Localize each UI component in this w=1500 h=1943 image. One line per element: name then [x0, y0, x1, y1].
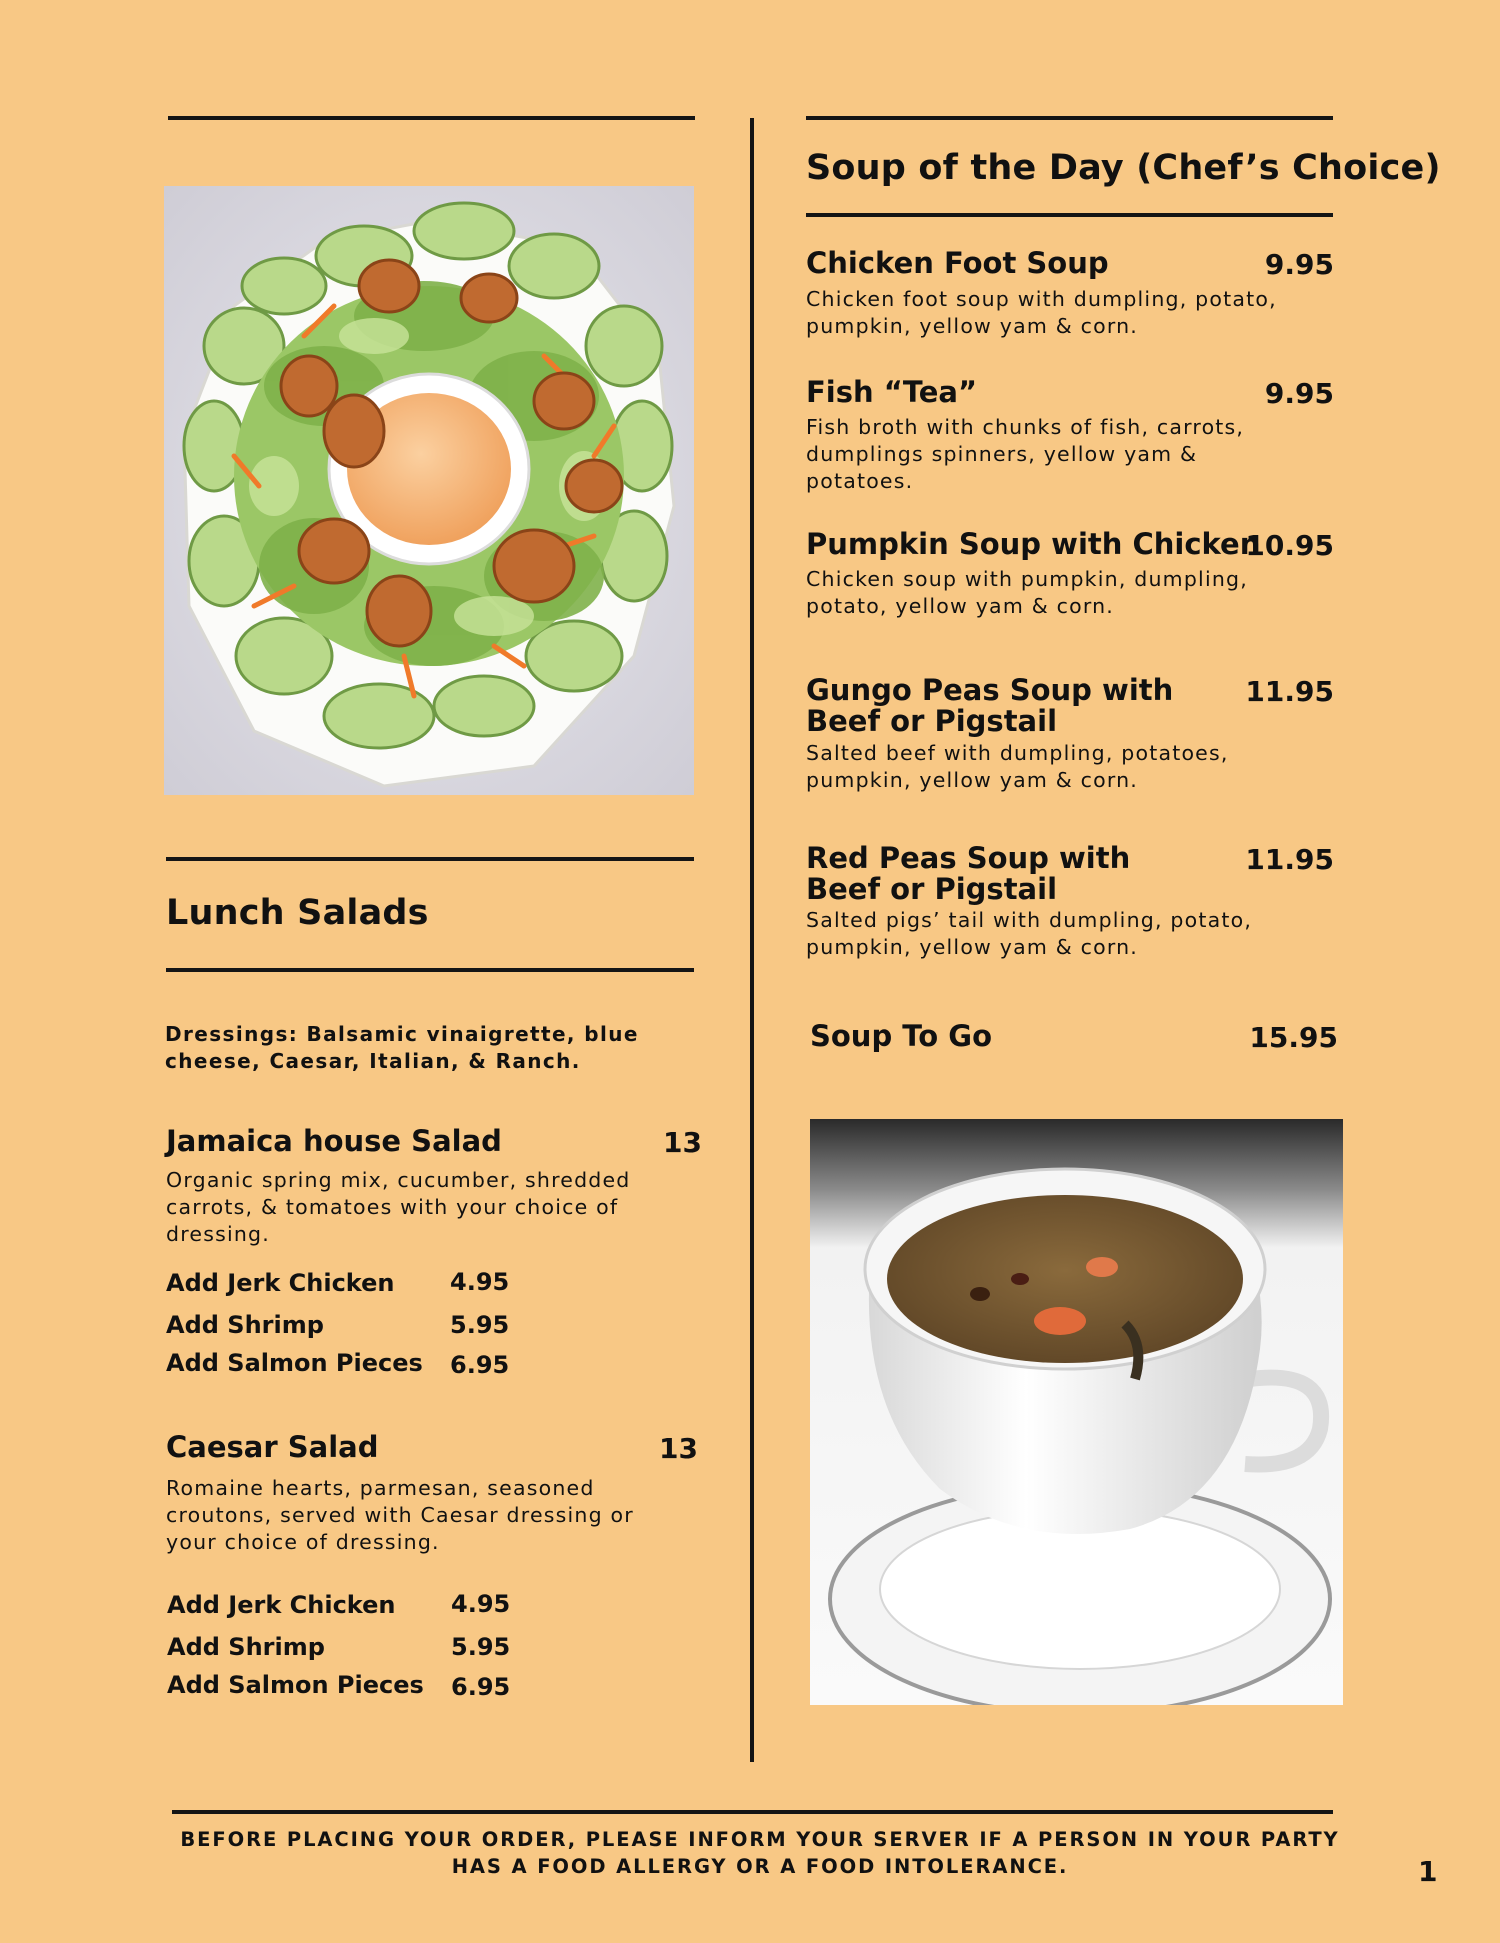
- soups-title-rule: [806, 213, 1333, 217]
- addon-price: 6.95: [450, 1351, 510, 1379]
- menu-item-description: Chicken foot soup with dumpling, potato, pumpkin, yellow yam & corn.: [806, 287, 1277, 338]
- addon-name: Add Shrimp: [166, 1311, 324, 1339]
- menu-item-description: Romaine hearts, parmesan, seasoned croutons, served with Caesar dressing or your choice of dressing.: [166, 1476, 634, 1554]
- addon-name: Add Salmon Pieces: [166, 1349, 423, 1377]
- addon-name: Add Salmon Pieces: [167, 1671, 424, 1699]
- salads-title-bottom-rule: [166, 968, 694, 972]
- menu-item-description: Salted pigs’ tail with dumpling, potato, pumpkin, yellow yam & corn.: [806, 908, 1253, 959]
- addon-price: 6.95: [451, 1673, 511, 1701]
- menu-item-price: 13: [659, 1432, 698, 1465]
- menu-item-name: Red Peas Soup with Beef or Pigstail: [806, 841, 1131, 906]
- addon-name: Add Jerk Chicken: [167, 1591, 396, 1619]
- addon-price: 4.95: [450, 1268, 510, 1296]
- menu-item-name: Jamaica house Salad: [166, 1124, 502, 1158]
- addon-price: 5.95: [450, 1311, 510, 1339]
- left-top-rule: [168, 116, 695, 120]
- soups-title: Soup of the Day (Chef’s Choice): [806, 148, 1441, 188]
- soup-photo: [810, 1119, 1343, 1705]
- menu-item-price: 11.95: [1245, 843, 1334, 876]
- menu-item-price: 13: [663, 1126, 702, 1159]
- menu-item-price: 9.95: [1264, 248, 1334, 281]
- soup-to-go-price: 15.95: [1249, 1021, 1338, 1054]
- salads-title: Lunch Salads: [166, 893, 429, 933]
- column-divider: [750, 118, 754, 1762]
- dressings-note: Dressings: Balsamic vinaigrette, blue cheese, Caesar, Italian, & Ranch.: [165, 1022, 639, 1073]
- menu-item-price: 9.95: [1264, 377, 1334, 410]
- salad-photo: [164, 186, 694, 795]
- allergy-notice: BEFORE PLACING YOUR ORDER, PLEASE INFORM YOUR SERVER IF A PERSON IN YOUR PARTY HAS A FOOD ALLERGY OR A FOOD INTOLERANCE.: [180, 1828, 1340, 1878]
- menu-item-description: Chicken soup with pumpkin, dumpling, potato, yellow yam & corn.: [806, 567, 1248, 618]
- menu-item-name: Chicken Foot Soup: [806, 246, 1109, 280]
- menu-item-name: Gungo Peas Soup with Beef or Pigstail: [806, 673, 1174, 738]
- footer-rule: [172, 1810, 1333, 1814]
- addon-name: Add Shrimp: [167, 1633, 325, 1661]
- menu-item-price: 11.95: [1245, 675, 1334, 708]
- salads-title-top-rule: [166, 857, 694, 861]
- menu-item-name: Pumpkin Soup with Chicken: [806, 527, 1261, 561]
- menu-item-description: Fish broth with chunks of fish, carrots, dumplings spinners, yellow yam & potatoes.: [806, 415, 1245, 493]
- addon-price: 5.95: [451, 1633, 511, 1661]
- menu-item-name: Caesar Salad: [166, 1430, 379, 1464]
- menu-item-description: Salted beef with dumpling, potatoes, pumpkin, yellow yam & corn.: [806, 741, 1229, 792]
- right-top-rule: [806, 116, 1333, 120]
- addon-price: 4.95: [451, 1590, 511, 1618]
- addon-name: Add Jerk Chicken: [166, 1269, 395, 1297]
- menu-item-price: 10.95: [1245, 529, 1334, 562]
- page-number: 1: [1418, 1855, 1438, 1888]
- soup-to-go-name: Soup To Go: [810, 1019, 992, 1053]
- menu-item-description: Organic spring mix, cucumber, shredded carrots, & tomatoes with your choice of dressing.: [166, 1168, 631, 1246]
- menu-item-name: Fish “Tea”: [806, 375, 978, 409]
